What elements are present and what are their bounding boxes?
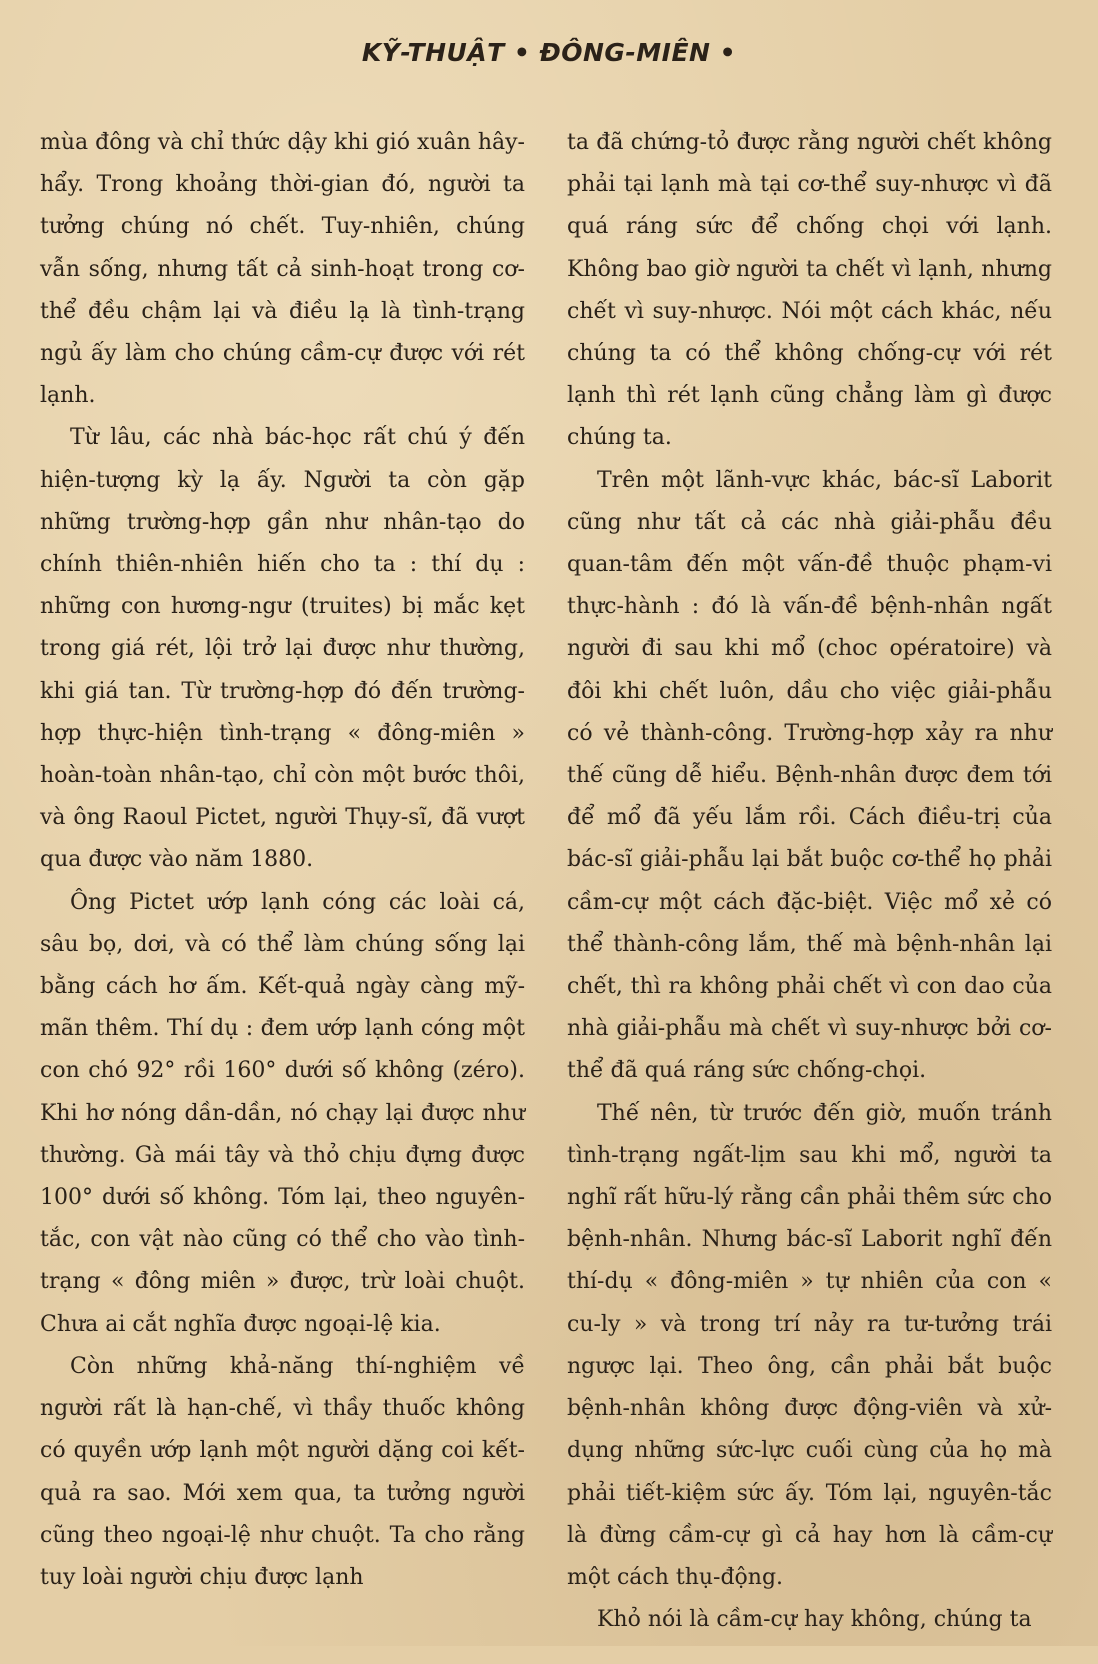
paragraph: Khỏ nói là cầm-cự hay không, chúng ta bbox=[597, 1607, 1032, 1633]
paragraph: Trên một lãnh-vực khác, bác-sĩ Laborit cũng như tất cả các nhà giải-phẫu đều quan-tâm đến một vấn-đề thuộc phạm-vi thực-hành : đó là vấn-đề bệnh-nhân ngất người đi sau khi mổ (choc opératoire) và đôi khi chết luôn, dầu cho việc giải-phẫu có vẻ thành-công. Trường-hợp xảy ra như thế cũng dễ hiểu. Bệnh-nhân được đem tới để mổ đã yếu lắm rồi. Cách điều-trị của bác-sĩ giải-phẫu lại bắt buộc cơ-thể họ phải cầm-cự một cách đặc-biệt. Việc mổ xẻ có thể thành-công lắm, thế mà bệnh-nhân lại chết, thì ra không phải chết vì con dao của nhà giải-phẫu mà chết vì suy-nhược bởi cơ-thể đã quá ráng sức chống-chọi. bbox=[567, 467, 1052, 1084]
paragraph: Còn những khả-năng thí-nghiệm về người rất là hạn-chế, vì thầy thuốc không có quyền ướp lạnh một người dặng coi kết-quả ra sao. Mới xem qua, ta tưởng người cũng theo ngoại-lệ như chuột. Ta cho rằng tuy loài người chịu được lạnh bbox=[40, 1353, 525, 1590]
paragraph: Từ lâu, các nhà bác-học rất chú ý đến hiện-tượng kỳ lạ ấy. Người ta còn gặp những trường-hợp gần như nhân-tạo do chính thiên-nhiên hiến cho ta : thí dụ : những con hương-ngư (truites) bị mắc kẹt trong giá rét, lội trở lại được như thường, khi giá tan. Từ trường-hợp đó đến trường-hợp thực-hiện tình-trạng « đông-miên » hoàn-toàn nhân-tạo, chỉ còn một bước thôi, và ông Raoul Pictet, người Thụy-sĩ, đã vượt qua được vào năm 1880. bbox=[40, 425, 525, 873]
running-header: KỸ-THUẬT • ĐÔNG-MIÊN • bbox=[361, 38, 737, 67]
left-text-column bbox=[40, 122, 525, 1599]
right-text-column bbox=[567, 122, 1052, 1641]
page-bottom-edge bbox=[0, 1646, 1098, 1664]
paragraph: mùa đông và chỉ thức dậy khi gió xuân hây-hẩy. Trong khoảng thời-gian đó, người ta tưởng chúng nó chết. Tuy-nhiên, chúng vẫn sống, nhưng tất cả sinh-hoạt trong cơ-thể đều chậm lại và điều lạ là tình-trạng ngủ ấy làm cho chúng cầm-cự được với rét lạnh. bbox=[40, 130, 525, 409]
paragraph: Ông Pictet ướp lạnh cóng các loài cá, sâu bọ, dơi, và có thể làm chúng sống lại bằng cách hơ ấm. Kết-quả ngày càng mỹ-mãn thêm. Thí dụ : đem ướp lạnh cóng một con chó 92° rồi 160° dưới số không (zéro). Khi hơ nóng dần-dần, nó chạy lại được như thường. Gà mái tây và thỏ chịu đựng được 100° dưới số không. Tóm lại, theo nguyên-tắc, con vật nào cũng có thể cho vào tình-trạng « đông miên » được, trừ loài chuột. Chưa ai cắt nghĩa được ngoại-lệ kia. bbox=[40, 889, 525, 1337]
paragraph: Thế nên, từ trước đến giờ, muốn tránh tình-trạng ngất-lịm sau khi mổ, người ta nghĩ rất hữu-lý rằng cần phải thêm sức cho bệnh-nhân. Nhưng bác-sĩ Laborit nghĩ đến thí-dụ « đông-miên » tự nhiên của con « cu-ly » và trong trí nảy ra tư-tưởng trái ngược lại. Theo ông, cần phải bắt buộc bệnh-nhân không được động-viên và xử-dụng những sức-lực cuối cùng của họ mà phải tiết-kiệm sức ấy. Tóm lại, nguyên-tắc là đừng cầm-cự gì cả hay hơn là cầm-cự một cách thụ-động. bbox=[567, 1100, 1052, 1590]
paragraph: ta đã chứng-tỏ được rằng người chết không phải tại lạnh mà tại cơ-thể suy-nhược vì đã quá ráng sức để chống chọi với lạnh. Không bao giờ người ta chết vì lạnh, nhưng chết vì suy-nhược. Nói một cách khác, nếu chúng ta có thể không chống-cự với rét lạnh thì rét lạnh cũng chẳng làm gì được chúng ta. bbox=[567, 130, 1052, 451]
